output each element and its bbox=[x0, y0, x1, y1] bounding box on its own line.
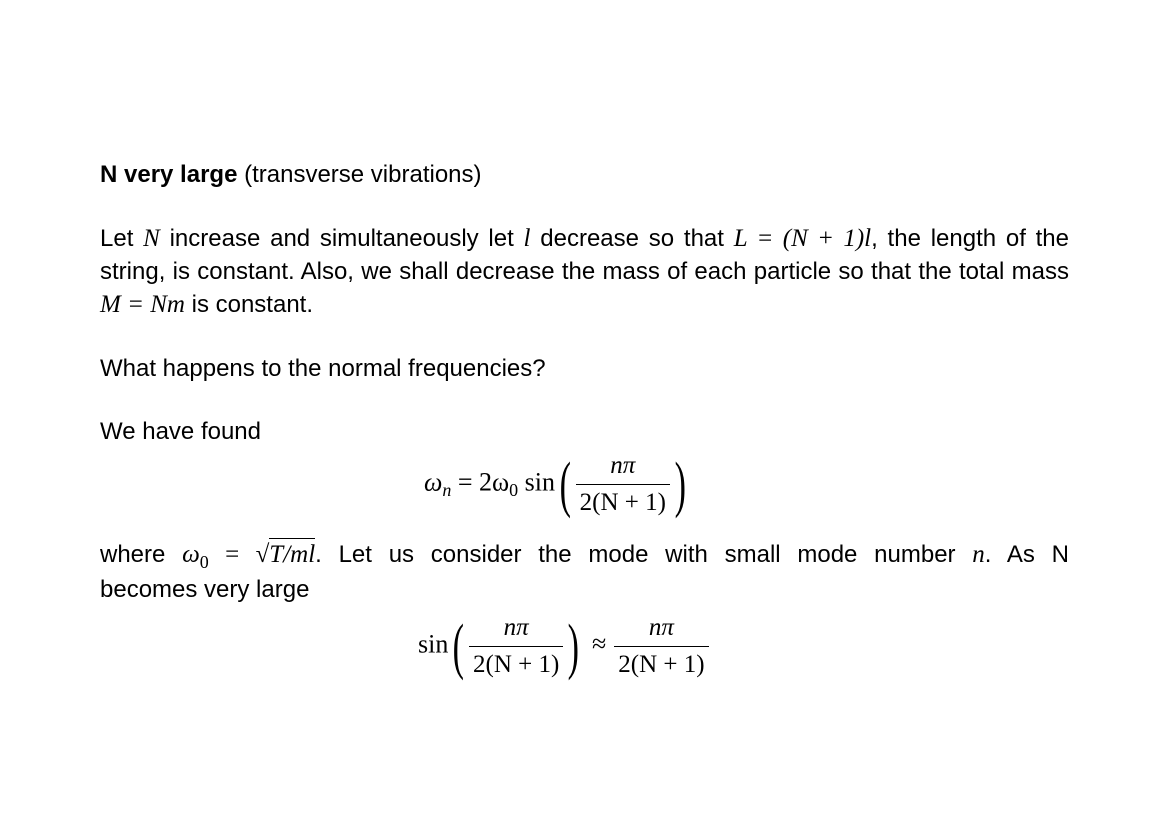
eq1-omega: ω bbox=[424, 467, 443, 497]
equation-sin-approx bbox=[418, 614, 709, 679]
eq1-numerator: nπ bbox=[576, 452, 670, 485]
eq1-omega-sub: n bbox=[442, 480, 452, 501]
p1-text-3: decrease so that bbox=[530, 225, 734, 252]
eq1-left-paren: ( bbox=[559, 450, 571, 519]
p1-math-l: l bbox=[523, 225, 531, 252]
section-heading bbox=[100, 158, 1069, 191]
eq2-denominator-1: 2(N + 1) bbox=[473, 651, 560, 678]
p4-sqrt-symbol: √ bbox=[255, 541, 270, 568]
eq1-rhs: = 2ω bbox=[451, 467, 510, 497]
paragraph-1 bbox=[100, 222, 1069, 321]
eq2-numerator-1: nπ bbox=[469, 614, 563, 647]
eq2-right-paren: ) bbox=[567, 612, 580, 681]
eq2-fraction-2 bbox=[614, 614, 708, 679]
paragraph-4 bbox=[100, 538, 1069, 606]
heading-rest: (transverse vibrations) bbox=[237, 161, 482, 188]
p4-sqrt-arg: T/ml bbox=[269, 538, 315, 568]
eq2-left-paren: ( bbox=[452, 612, 465, 681]
p1-math-M: M = Nm bbox=[100, 291, 185, 318]
p4-omega: ω bbox=[182, 541, 200, 568]
p1-text-1: Let bbox=[100, 225, 144, 252]
p1-text-2: increase and simultaneously let bbox=[159, 225, 524, 252]
equation-omega-n bbox=[424, 452, 691, 517]
heading-bold: N very large bbox=[100, 161, 238, 188]
p4-text-1: where bbox=[100, 541, 183, 568]
p4-text-2: . Let us consider the mode with small mode number bbox=[315, 541, 973, 568]
eq1-omega0-sub: 0 bbox=[509, 480, 519, 501]
eq1-denominator: 2(N + 1) bbox=[579, 489, 666, 516]
p4-omega-sub: 0 bbox=[199, 552, 209, 572]
p4-line-2: becomes very large bbox=[100, 576, 310, 603]
eq2-denominator-2: 2(N + 1) bbox=[618, 651, 705, 678]
eq2-sin: sin bbox=[418, 629, 449, 659]
eq1-right-paren: ) bbox=[674, 450, 686, 519]
p4-line-1 bbox=[100, 538, 1069, 573]
p1-text-5: is constant. bbox=[184, 291, 313, 318]
eq1-fraction bbox=[576, 452, 670, 517]
p4-math-n: n bbox=[972, 541, 985, 568]
p4-text-3: . As N bbox=[984, 541, 1069, 568]
eq2-approx: ≈ bbox=[591, 629, 607, 659]
p4-equals: = bbox=[208, 541, 256, 568]
p1-math-L: L = (N + 1)l bbox=[733, 225, 872, 252]
eq2-fraction-1 bbox=[469, 614, 563, 679]
p1-text-4: , the length of the string, is constant. Also, we shall decrease the mass of each particle so that the total mass bbox=[100, 225, 1070, 285]
eq2-numerator-2: nπ bbox=[614, 614, 708, 647]
p1-math-N: N bbox=[143, 225, 160, 252]
paragraph-3: We have found bbox=[100, 418, 262, 445]
paragraph-2: What happens to the normal frequencies? bbox=[100, 355, 546, 382]
eq1-sin: sin bbox=[518, 467, 555, 497]
